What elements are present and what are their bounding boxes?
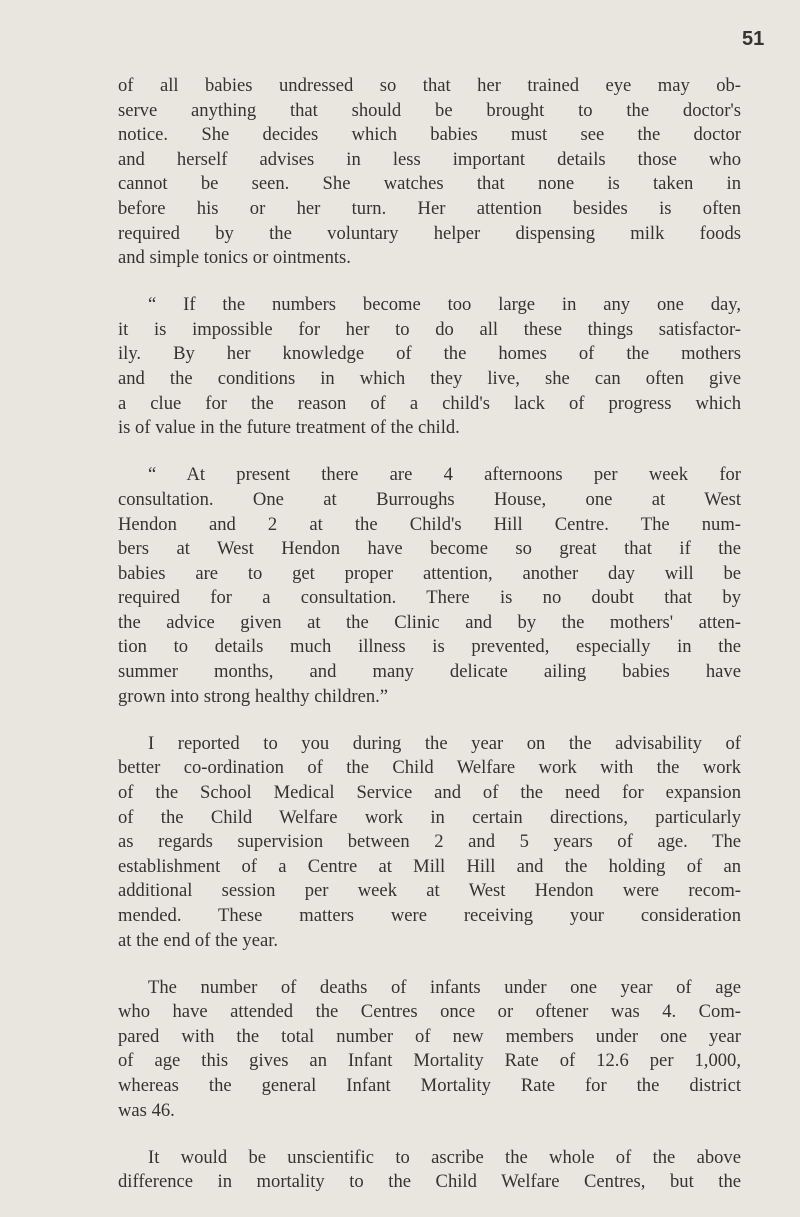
text-line: pared with the total number of new members under one year	[118, 1025, 741, 1047]
text-line: whereas the general Infant Mortality Rate for the district	[118, 1074, 741, 1096]
text-line: was 46.	[118, 1099, 175, 1121]
text-line: and herself advises in less important details those who	[118, 148, 741, 170]
text-line: I reported to you during the year on the advisability of	[148, 732, 741, 754]
text-line: difference in mortality to the Child Welfare Centres, but the	[118, 1171, 741, 1193]
paragraph	[118, 463, 741, 709]
text-line: a clue for the reason of a child's lack of progress which	[118, 392, 741, 414]
paragraph	[118, 74, 741, 271]
text-line: is of value in the future treatment of the child.	[118, 417, 460, 439]
text-line: the advice given at the Clinic and by the mothers' atten-	[118, 611, 741, 633]
text-line: “ If the numbers become too large in any one day,	[148, 294, 741, 316]
text-line: “ At present there are 4 afternoons per week for	[148, 464, 741, 486]
text-line: of the School Medical Service and of the need for expansion	[118, 781, 741, 803]
text-line: and simple tonics or ointments.	[118, 247, 351, 269]
text-line: consultation. One at Burroughs House, one at West	[118, 488, 741, 510]
text-line: bers at West Hendon have become so great that if the	[118, 538, 741, 560]
text-line: of the Child Welfare work in certain directions, particularly	[118, 806, 741, 828]
paragraph	[118, 1146, 741, 1195]
text-line: mended. These matters were receiving your consideration	[118, 904, 741, 926]
text-line: summer months, and many delicate ailing babies have	[118, 661, 741, 683]
text-line: at the end of the year.	[118, 929, 279, 951]
text-line: establishment of a Centre at Mill Hill and the holding of an	[118, 855, 741, 877]
text-line: babies are to get proper attention, another day will be	[118, 562, 741, 584]
text-line: required by the voluntary helper dispensing milk foods	[118, 222, 741, 244]
text-line: notice. She decides which babies must see the doctor	[118, 124, 741, 146]
text-line: and the conditions in which they live, she can often give	[118, 368, 741, 390]
text-line: ily. By her knowledge of the homes of the mothers	[118, 343, 741, 365]
paragraph	[118, 732, 741, 953]
text-line: The number of deaths of infants under one year of age	[148, 976, 741, 998]
text-line: serve anything that should be brought to the doctor's	[118, 99, 741, 121]
paragraph	[118, 293, 741, 441]
text-line: required for a consultation. There is no doubt that by	[118, 587, 741, 609]
text-line: additional session per week at West Hendon were recom-	[118, 880, 741, 902]
text-line: tion to details much illness is prevented, especially in the	[118, 636, 741, 658]
page-number: 51	[742, 28, 765, 50]
paragraph	[118, 976, 741, 1124]
text-line: as regards supervision between 2 and 5 years of age. The	[118, 831, 741, 853]
text-line: It would be unscientific to ascribe the whole of the above	[148, 1146, 741, 1168]
text-line: cannot be seen. She watches that none is taken in	[118, 173, 741, 195]
text-line: of all babies undressed so that her trained eye may ob-	[118, 75, 741, 96]
text-line: of age this gives an Infant Mortality Rate of 12.6 per 1,000,	[118, 1050, 741, 1072]
text-line: better co-ordination of the Child Welfare work with the work	[118, 757, 741, 779]
document-body	[118, 74, 741, 1217]
text-line: who have attended the Centres once or oftener was 4. Com-	[118, 1001, 741, 1023]
text-line: Hendon and 2 at the Child's Hill Centre. The num-	[118, 513, 741, 535]
text-line: before his or her turn. Her attention besides is often	[118, 197, 741, 219]
text-line: it is impossible for her to do all these things satisfactor-	[118, 318, 741, 340]
text-line: grown into strong healthy children.”	[118, 685, 389, 707]
